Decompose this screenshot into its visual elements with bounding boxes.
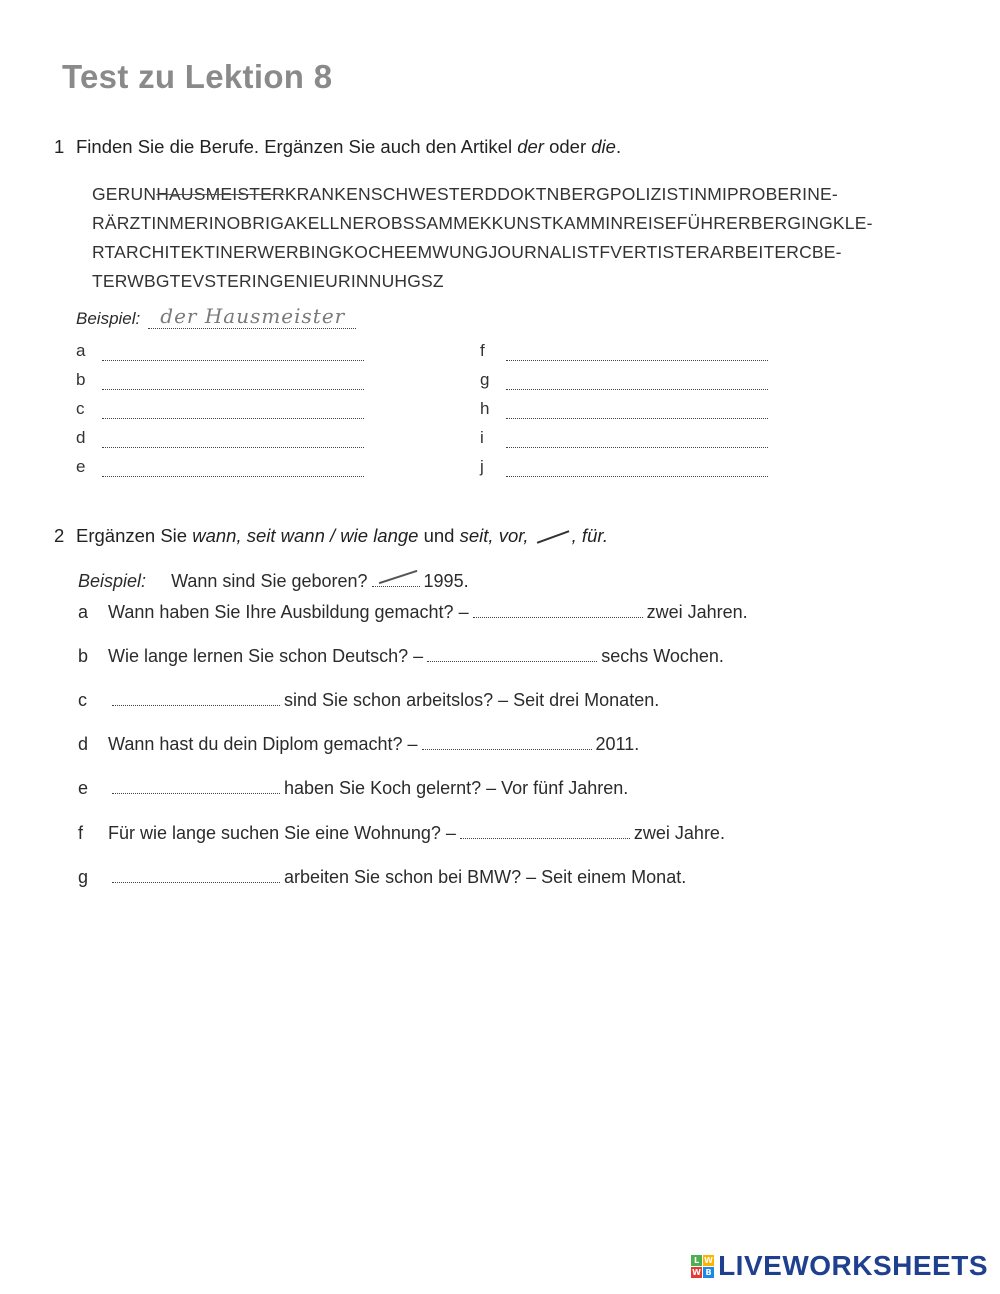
task1-number: 1 (54, 136, 65, 157)
answer-input-c[interactable] (102, 402, 364, 419)
answer-input-i[interactable] (506, 431, 768, 448)
answer-row-h: h (480, 399, 768, 419)
answer-input-g[interactable] (506, 373, 768, 390)
blank-input-c[interactable] (112, 689, 280, 706)
blank-input-f[interactable] (460, 822, 630, 839)
task2-number: 2 (54, 525, 65, 546)
answer-row-e: e (76, 457, 364, 477)
task2-item-e: e haben Sie Koch gelernt? – Vor fünf Jahren. (78, 778, 629, 798)
answer-row-f: f (480, 341, 768, 361)
answer-input-d[interactable] (102, 431, 364, 448)
answer-input-j[interactable] (506, 460, 768, 477)
liveworksheets-logo (691, 1250, 988, 1282)
answer-row-a: a (76, 341, 364, 361)
answer-row-i: i (480, 428, 768, 448)
example-blank (372, 570, 420, 587)
task2-item-a: a Wann haben Sie Ihre Ausbildung gemacht? – zwei Jahren. (78, 602, 748, 622)
task2-item-g: g arbeiten Sie schon bei BMW? – Seit einem Monat. (78, 867, 687, 887)
task2-item-b: b Wie lange lernen Sie schon Deutsch? – sechs Wochen. (78, 646, 724, 666)
answer-input-h[interactable] (506, 402, 768, 419)
example-answer-line (148, 304, 356, 329)
word-search-puzzle (92, 180, 972, 296)
puzzle-line-1: GERUNHAUSMEISTERKRANKENSCHWESTERDDOKTNBERGPOLIZISTINMIPROBERINE- (92, 184, 838, 204)
task2-item-c: c sind Sie schon arbeitslos? – Seit drei Monaten. (78, 690, 660, 710)
task1-example: Beispiel: der Hausmeister (76, 308, 356, 329)
slash-icon (536, 531, 568, 544)
blank-input-g[interactable] (112, 866, 280, 883)
blank-input-e[interactable] (112, 777, 280, 794)
answer-row-g: g (480, 370, 768, 390)
answer-input-e[interactable] (102, 460, 364, 477)
answer-row-c: c (76, 399, 364, 419)
blank-input-d[interactable] (422, 733, 592, 750)
answer-input-f[interactable] (506, 344, 768, 361)
task2-item-d: d Wann hast du dein Diplom gemacht? – 2011. (78, 734, 640, 754)
example-answer: der Hausmeister (160, 304, 346, 328)
answer-input-a[interactable] (102, 344, 364, 361)
task2-example: Beispiel: Wann sind Sie geboren? 1995. (78, 571, 469, 591)
answer-row-b: b (76, 370, 364, 390)
task2-item-f: f Für wie lange suchen Sie eine Wohnung? – zwei Jahre. (78, 823, 725, 843)
puzzle-line-3: RTARCHITEKTINERWERBINGKOCHEEMWUNGJOURNALISTFVERTISTERARBEITERCBE- (92, 242, 842, 262)
task2-heading: 2 Ergänzen Sie wann, seit wann / wie lange und seit, vor, , für. (54, 525, 608, 546)
answer-row-j: j (480, 457, 768, 477)
blank-input-a[interactable] (473, 601, 643, 618)
answer-row-d: d (76, 428, 364, 448)
logo-text: LIVEWORKSHEETS (718, 1250, 988, 1281)
slash-icon (378, 570, 417, 584)
task1-heading: 1 Finden Sie die Berufe. Ergänzen Sie auch den Artikel der oder die. (54, 136, 622, 157)
logo-icon: L W W B (692, 1255, 713, 1277)
blank-input-b[interactable] (427, 645, 597, 662)
puzzle-line-4: TERWBGTEVSTERINGENIEURINNUHGSZ (92, 271, 444, 291)
page-title: Test zu Lektion 8 (62, 58, 333, 95)
puzzle-line-2: RÄRZTINMERINOBRIGAKELLNEROBSSAMMEKKUNSTKAMMINREISEFÜHRERBERGINGKLE- (92, 213, 873, 233)
answer-input-b[interactable] (102, 373, 364, 390)
